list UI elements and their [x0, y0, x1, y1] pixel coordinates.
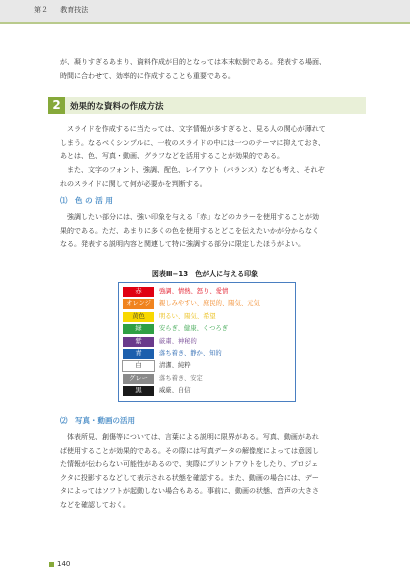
color-swatch: オレンジ [123, 299, 154, 309]
text-line: 時間に合わせて、効率的に作成することも重要である。 [60, 71, 235, 80]
text-line: タによってはソフトが起動しない場合もある。事前に、動画の状態、音声の大きさ [60, 487, 319, 495]
text-line: また、文字のフォント、強調、配色、レイアウト（バランス）なども考え、それぞ [60, 166, 325, 174]
color-row [123, 299, 291, 310]
color-description: 厳粛、神秘的 [159, 337, 197, 345]
color-swatch: 紫 [123, 337, 154, 347]
color-row [123, 312, 291, 323]
color-row [123, 386, 291, 397]
chapter-number: 第２ [34, 6, 48, 14]
running-head [34, 5, 98, 15]
page-header [0, 0, 410, 22]
text-line: あとは、色、写真・動画、グラフなどを活用することが効果的である。 [60, 152, 284, 160]
section-title: 効果的な資料の作成方法 [70, 102, 164, 112]
color-description: 落ち着き、安定 [159, 374, 203, 382]
text-line: などを確認しておく。 [60, 500, 130, 509]
text-line: 体表所見、創傷等については、言葉による説明に限界がある。写真、動画があれ [60, 433, 319, 441]
color-swatch: 白 [123, 361, 154, 371]
text-line: ば使用することが効果的である。その際には写真データの解像度によっては意図し [60, 446, 319, 455]
text-line: スライドを作成するに当たっては、文字情報が多すぎると、見る人の関心が薄れて [60, 125, 326, 133]
color-row [123, 287, 291, 298]
photo-video-paragraph [60, 431, 360, 512]
color-row [123, 324, 291, 335]
text-line: なる。発表する説明内容と関連して特に強調する部分に限定したほうがよい。 [60, 240, 305, 248]
color-swatch: 赤 [123, 287, 154, 297]
color-description: 威厳、自信 [159, 387, 191, 395]
section-paragraph-2 [60, 164, 360, 191]
color-description: 強調、情熱、怒り、愛情 [159, 288, 229, 295]
text-line: クタに投影するなどして表示される状態を確認する。また、動画の場合には、デー [60, 473, 319, 482]
section-paragraph-1 [60, 123, 360, 164]
page-marker-icon [49, 562, 54, 567]
color-row [123, 361, 291, 372]
text-line: 強調したい部分には、強い印象を与える「赤」などのカラーを使用することが効 [60, 213, 319, 221]
section-number: 2 [48, 97, 65, 114]
figure-caption: 図表Ⅲ−13 色が人に与える印象 [151, 270, 259, 278]
color-description: 安らぎ、健康、くつろぎ [159, 325, 229, 333]
text-line: 果的である。ただ、あまりに多くの色を使用するとどこを伝えたいかが分からなく [60, 226, 319, 235]
section-heading [48, 97, 366, 114]
text-line: れのスライドに関して何が必要かを判断する。 [60, 179, 207, 188]
intro-paragraph [60, 56, 360, 83]
color-swatch: 青 [123, 349, 154, 359]
text-line: が、凝りすぎるあまり、資料作成が目的となっては本末転倒である。発表する場面、 [60, 58, 326, 66]
subheading-photo-video: ⑵ 写真・動画の活用 [60, 416, 135, 425]
chapter-title: 教育技法 [60, 6, 89, 14]
color-description: 落ち着き、静か、知的 [159, 350, 222, 357]
color-impression-figure [118, 282, 296, 402]
color-row [123, 374, 291, 385]
color-description: 明るい、陽気、希望 [159, 312, 216, 320]
page-number [49, 560, 70, 568]
color-description: 清潔、純粋 [159, 362, 191, 370]
text-line: た情報が伝わらない可能性があるので、実際にプリントアウトをしたり、プロジェ [60, 460, 319, 468]
color-usage-paragraph [60, 211, 360, 252]
subheading-color-usage: ⑴ 色 の 活 用 [60, 196, 113, 205]
page-number-text: 140 [57, 560, 71, 568]
color-description: 親しみやすい、庶民的、陽気、元気 [159, 300, 260, 308]
color-row [123, 349, 291, 360]
header-rule [0, 22, 410, 24]
color-swatch: 黒 [123, 386, 154, 396]
color-swatch: 黄色 [123, 312, 154, 322]
color-row [123, 337, 291, 348]
color-swatch: グレー [123, 374, 154, 384]
color-swatch: 緑 [123, 324, 154, 334]
text-line: しまう。なるべくシンプルに、一枚のスライドの中には一つのテーマに抑えておき、 [60, 138, 326, 147]
